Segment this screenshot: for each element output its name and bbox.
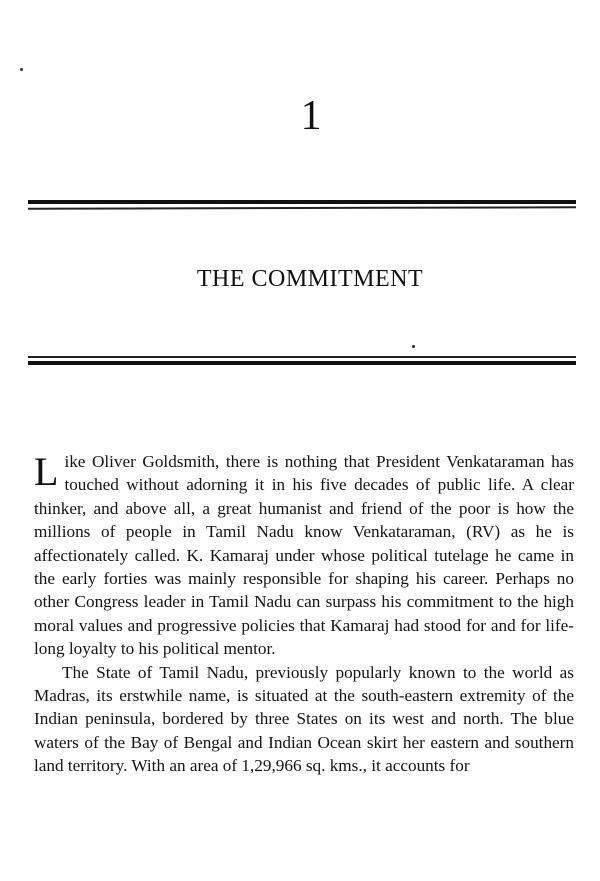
rule-thick-line — [28, 361, 576, 365]
rule-thin-line — [28, 206, 576, 209]
bottom-double-rule — [28, 356, 576, 365]
chapter-number: 1 — [300, 93, 322, 139]
paragraph-2: The State of Tamil Nadu, previously popularly known to the world as Madras, its erstwhile name, is situated at the south-eastern extremity of the Indian peninsula, bordered by three States on its west and north. The blue waters of the Bay of Bengal and Indian Ocean skirt her eastern and southern land territory. With an area of 1,29,966 sq. kms., it accounts for — [34, 662, 574, 776]
print-speck — [412, 345, 415, 348]
top-double-rule — [28, 200, 576, 209]
paragraph-1-text: ike Oliver Goldsmith, there is nothing that President Venkataraman has touched without adorning it in his five decades of public life. A clear thinker, and above all, a great humanist and friend of the poor is how the millions of people in Tamil Nadu know Venkataraman, (RV) as he is affectionately called. K. Kamaraj under whose political tutelage he came in the early forties was mainly responsible for shaping his career. Perhaps no other Congress leader in Tamil Nadu can surpass his commitment to the high moral values and progressive policies that Kamaraj had stood for and for life-long loyalty to his political mentor. — [34, 452, 574, 659]
paragraph-1 — [34, 450, 574, 661]
print-speck — [20, 68, 23, 71]
chapter-title: THE COMMITMENT — [196, 266, 424, 292]
drop-cap: L — [34, 449, 59, 494]
chapter-body — [34, 450, 574, 778]
